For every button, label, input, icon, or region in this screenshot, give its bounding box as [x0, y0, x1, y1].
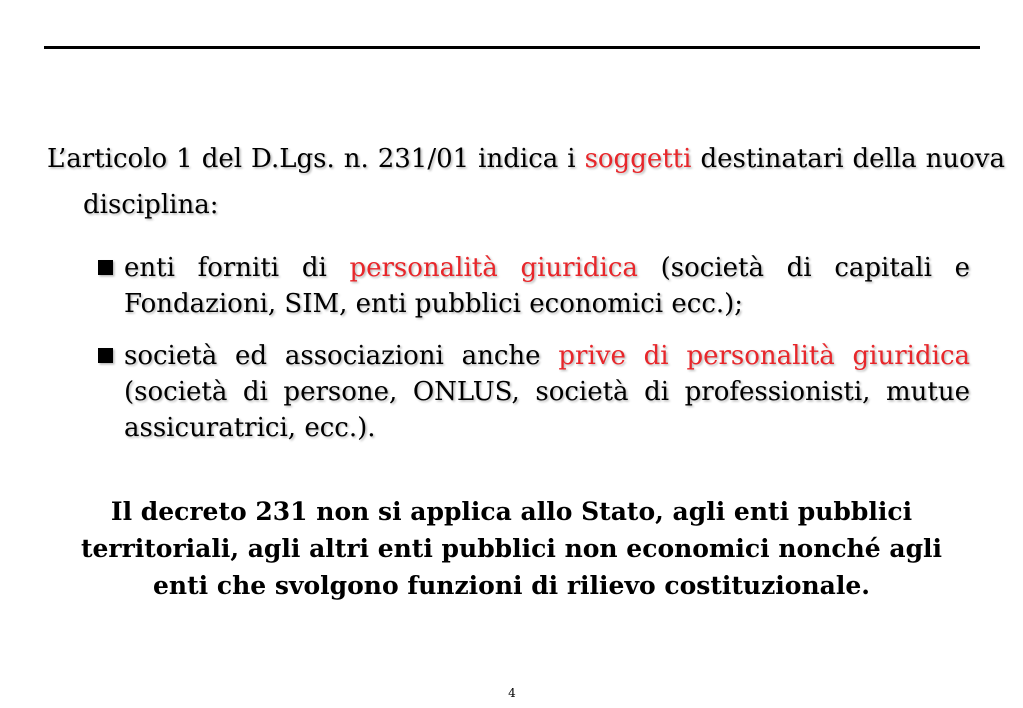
top-divider	[44, 46, 980, 49]
intro-text-start: L’articolo 1 del D.Lgs. n. 231/01 indica i	[47, 144, 585, 174]
bullet-text-start: società ed associazioni anche	[124, 341, 559, 371]
square-bullet-icon	[98, 348, 113, 363]
bullet-item-persona-giuridica	[98, 250, 970, 322]
bullet-highlight: personalità giuridica	[349, 253, 638, 283]
conclusion-note: Il decreto 231 non si applica allo Stato, agli enti pubblici territoriali, agli altri enti pubblici non economici nonché agli enti che svolgono funzioni di rilievo costituzionale.	[80, 497, 943, 600]
intro-text-end: destinatari della nuova disciplina:	[83, 144, 1005, 220]
bullet-list	[98, 250, 970, 462]
page-number: 4	[508, 686, 516, 700]
bullet-text-start: enti forniti di	[124, 253, 350, 283]
bullet-highlight: prive di personalità giuridica	[558, 341, 971, 371]
square-bullet-icon	[98, 260, 113, 275]
intro-paragraph	[47, 136, 1005, 228]
intro-highlight-soggetti: soggetti	[584, 144, 692, 174]
bullet-text-end: (società di persone, ONLUS, società di professionisti, mutue assicuratrici, ecc.).	[124, 377, 970, 443]
bullet-item-senza-personalita	[98, 338, 970, 446]
bullet-text-end: (società di capitali e Fondazioni, SIM, enti pubblici economici ecc.);	[124, 253, 970, 319]
